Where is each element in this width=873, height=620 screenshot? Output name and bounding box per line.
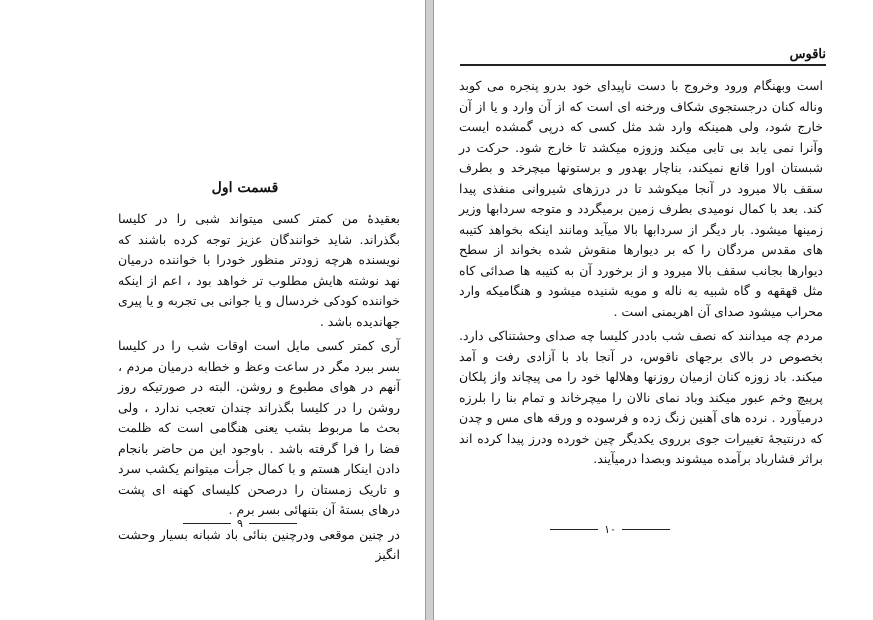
- paragraph: بعقیدهٔ من کمتر کسی میتواند شبی را در کلیسا بگذراند. شاید خوانندگان عزیز توجه کرده باشند که نویسنده هرچه زودتر منظور خودرا با خواننده درمیان نهد نوشته هایش مطلوب تر خواهد بود ، اعم از اینکه خواننده کودکی خردسال و یا جوانی بی تجربه و یا پیری جهاندیده باشد .: [118, 211, 400, 329]
- left-page-body: [118, 209, 400, 566]
- paragraph: مردم چه میدانند که نصف شب باددر کلیسا چه صدای وحشتناکی دارد. بخصوص در بالای برجهای ناقوس، در آنجا باد با آزادی رفت و آمد میکند. باد زوزه کنان ازمیان روزنها وهلالها خود را می پیچاند واز پلکان پرپیچ وخم عبور میکند وباد نمای نالان را میچرخاند و تمام بنا را بلرزه درمیآورد . نرده های آهنین زنگ زده و فرسوده و ورقه های مس و چدن که درنتیجهٔ تغییرات جوی برروی یکدیگر چین خورده ودرز پیدا کرده اند براثر فشارباد برآمده میشوند وبصدا درمیآیند.: [459, 328, 823, 466]
- right-page-body: [459, 76, 823, 470]
- paragraph: آری کمتر کسی مایل است اوقات شب را در کلیسا بسر ببرد مگر در ساعت وعظ و خطابه درمیان مردم ، آنهم در هوای مطبوع و روشن. البته در صورتیکه روز روشن را در کلیسا بگذراند چندان تعجب ندارد ، ولی بحث ما مربوط بشب یعنی هنگامی است که ظلمت فضا را فرا گرفته باشد . باوجود این من حاضر بانجام دادن اینکار هستم و با کمال جرأت میتوانم یکشب سرد و تاریک زمستان را درصحن کلیسای کهنه ای پشت درهای بستهٔ آن بتنهائی بسر برم .: [118, 338, 400, 517]
- running-head: ناقوس: [789, 47, 826, 62]
- left-page: [0, 0, 426, 620]
- book-gutter: [426, 0, 433, 620]
- page-number: ۱۰: [604, 522, 616, 536]
- folio-rule: [183, 523, 231, 524]
- folio-rule: [249, 523, 297, 524]
- paragraph: در چنین موقعی ودرچنین بنائی باد شبانه بسیار وحشت انگیز: [118, 526, 400, 562]
- page-number: ۹: [237, 516, 243, 530]
- page-number-right: [545, 522, 675, 536]
- running-head-rule: [460, 64, 826, 66]
- folio-rule: [550, 529, 598, 530]
- section-title: قسمت اول: [211, 180, 279, 196]
- folio-rule: [622, 529, 670, 530]
- page-number-left: [175, 516, 305, 530]
- paragraph: است وبهنگام ورود وخروج با دست ناپیدای خود بدرو پنجره می کوبد وناله کنان درجستجوی شکاف ورخنه ای است که از آن وارد و یا از آن خارج شود، ولی همینکه وارد شد مثل کسی که درپی گمشده ایست وآنرا نمی یابد بی تابی میکند وزوزه میکشد تا خارج شود. حرکت در شبستان اورا قانع نمیکند، بناچار بهدور و برستونها میچرخد و بطرف سقف بالا میرود در آنجا میکوشد تا در درزهای شیروانی منفذی پیدا کند. بعد با کمال نومیدی بطرف زمین برمیگردد و متوجه سردابها وزیر زمینها میشود. بار دیگر از سردابها بالا میآید ومانند اینکه بخواهد کتیبه های مقدس مردگان را که بر دیوارها منقوش شده بخواند از سطح دیوارها بجانب سقف بالا میرود و از برخورد آن به کتیبه ها صدائی کاه مثل قهقهه و گاه شبیه به ناله و مویه شنیده میشود و هنگامیکه وارد محراب میشود صدای آن اهریمنی است .: [459, 78, 823, 319]
